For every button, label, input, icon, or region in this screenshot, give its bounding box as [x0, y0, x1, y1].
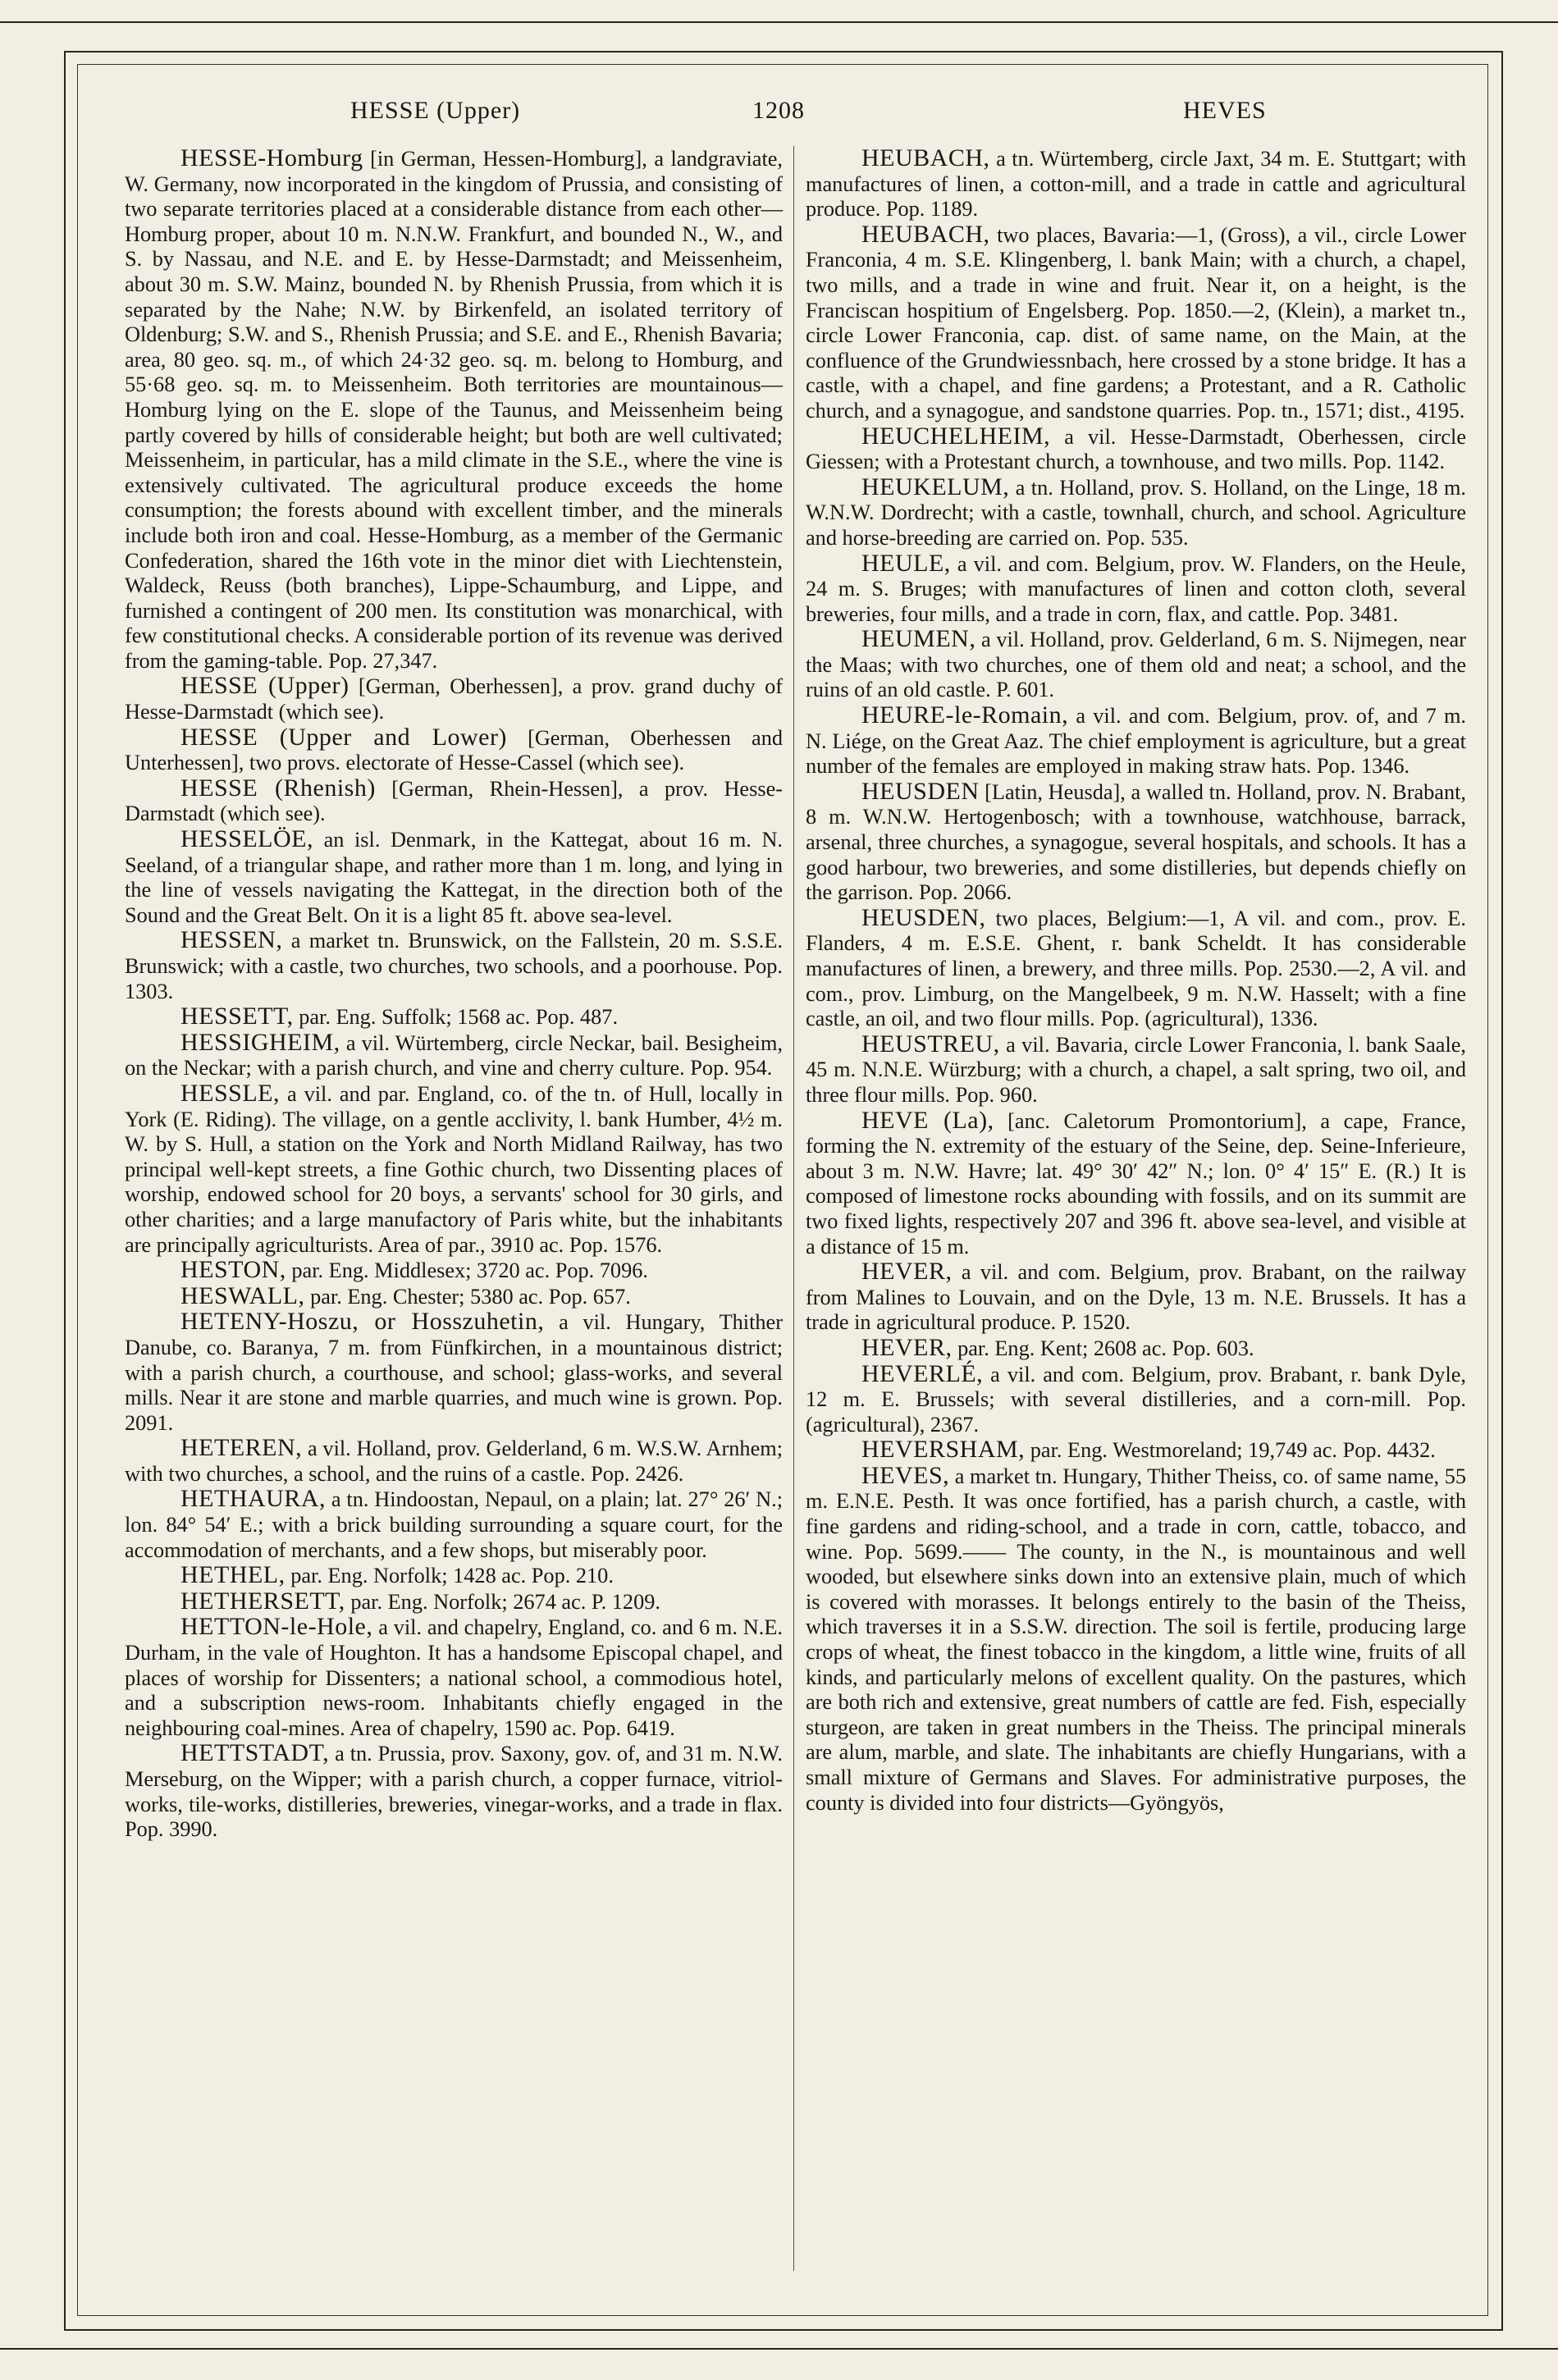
entry-text: a vil. and com. Belgium, prov. W. Flanders, on the Heule, 24 m. S. Bruges; with manufactures of linen and cotton cloth, several breweries, four mills, and a trade in corn, flax, and cattle. Pop. 3481. — [806, 551, 1467, 626]
entry-text: par. Eng. Middlesex; 3720 ac. Pop. 7096. — [291, 1259, 648, 1283]
entry-headword: HEVER, — [861, 1258, 953, 1286]
left-column — [125, 146, 783, 1843]
gazetteer-entry — [125, 1741, 783, 1842]
entry-text: an isl. Denmark, in the Kattegat, about 16 m. N. Seeland, of a triangular shape, and rather more than 1 m. long, and lying in the line of vessels navigating the Kattegat, in the direction both of the Sound and the Great Belt. On it is a light 85 ft. above sea-level. — [125, 828, 784, 927]
entry-text: a vil. and par. England, co. of the tn. of Hull, locally in York (E. Riding). The village, on a gentle acclivity, l. bank Humber, 4½ m. W. by S. Hull, a station on the York and North Midland Railway, has two principal well-kept streets, a fine Gothic church, two Dissenting places of worship, endowed school for 20 boys, a servants' school for 30 girls, and other charities; and a large manufactory of Paris white, but the inhabitants are principally agriculturists. Area of par., 3910 ac. Pop. 1576. — [125, 1081, 783, 1257]
entry-text: a market tn. Hungary, Thither Theiss, co. of same name, 55 m. E.N.E. Pesth. It was once fortified, has a parish church, a castle, with fine gardens and riding-school, and a trade in corn, cattle, tobacco, and wine. Pop. 5699.—— The county, in the N., is mountainous and well wooded, but elsewhere sinks down into an extensive plain, much of which is covered with morasses. It belongs entirely to the basin of the Theiss, which traverses it in a S.S.W. direction. The soil is fertile, producing large crops of wheat, the finest tobacco in the kingdom, a little wine, fruits of all kinds, and particularly melons of excellent quality. On the pastures, which are both rich and extensive, great numbers of cattle are fed. Fish, especially sturgeon, are taken in great numbers in the Theiss. The principal minerals are alum, marble, and slate. The inhabitants are chiefly Hungarians, with a small mixture of Germans and Slaves. For administrative purposes, the county is divided into four districts—Gyöngyös, — [806, 1464, 1467, 1815]
gazetteer-entry — [125, 1030, 783, 1081]
entry-text: par. Eng. Chester; 5380 ac. Pop. 657. — [310, 1284, 631, 1309]
entry-text: a vil. Würtemberg, circle Neckar, bail. Besigheim, on the Neckar; with a parish church, and vine and cherry culture. Pop. 954. — [125, 1030, 784, 1080]
gazetteer-entry — [806, 903, 1466, 1032]
entry-text: a tn. Prussia, prov. Saxony, gov. of, and 31 m. N.W. Merseburg, on the Wipper; with a parish church, a copper furnace, vitriol-works, tile-works, distilleries, breweries, vinegar-works, and a trade in flax. Pop. 3990. — [125, 1742, 783, 1842]
entry-text: a vil. Bavaria, circle Lower Franconia, l. bank Saale, 45 m. N.N.E. Würzburg; with a church, a chapel, a salt spring, two oil, and three flour mills. Pop. 960. — [806, 1032, 1467, 1107]
entry-text: a vil. Hungary, Thither Danube, co. Baranya, 7 m. from Fünfkirchen, in a mountainous district; with a parish church, a courthouse, and school; glass-works, and several mills. Near it are stone and marble quarries, and much wine is grown. Pop. 2091. — [125, 1310, 783, 1435]
entry-text: a tn. Hindoostan, Nepaul, on a plain; lat. 27° 26′ N.; lon. 84° 54′ E.; with a brick building surrounding a square court, for the accommodation of merchants, and a few shops, but miserably poor. — [125, 1487, 783, 1562]
gazetteer-entry — [125, 674, 783, 724]
gazetteer-entry — [125, 1004, 783, 1030]
gazetteer-entry — [806, 1259, 1466, 1336]
entry-headword: HEUSTREU, — [861, 1030, 1000, 1058]
gazetteer-entry — [125, 1309, 783, 1436]
gazetteer-entry — [806, 222, 1466, 424]
entry-text: par. Eng. Westmoreland; 19,749 ac. Pop. 4432. — [1030, 1438, 1436, 1463]
entry-headword: HETENY-Hoszu, or Hosszuhetin, — [180, 1308, 545, 1336]
entry-headword: HESSE (Upper and Lower) — [180, 723, 507, 751]
entry-text: par. Eng. Norfolk; 1428 ac. Pop. 210. — [290, 1564, 614, 1588]
entry-headword: HEUBACH, — [861, 144, 990, 171]
gazetteer-entry — [806, 1461, 1467, 1816]
gazetteer-entry — [806, 424, 1466, 475]
gazetteer-entry — [125, 1081, 783, 1258]
entry-text: a market tn. Brunswick, on the Fallstein, 20 m. S.S.E. Brunswick; with a castle, two churches, two schools, and a poorhouse. Pop. 1303. — [125, 929, 783, 1003]
gazetteer-entry — [806, 779, 1466, 906]
gazetteer-entry — [125, 827, 783, 928]
entry-text: a vil. Holland, prov. Gelderland, 6 m. S. Nijmegen, near the Maas; with two churches, one of them old and neat; a school, and the ruins of an old castle. P. 601. — [806, 628, 1466, 702]
entry-headword: HETHERSETT, — [180, 1587, 345, 1615]
entry-headword: HEVE (La), — [861, 1106, 994, 1134]
entry-headword: HEVERSHAM, — [861, 1436, 1026, 1464]
entry-text: a tn. Würtemberg, circle Jaxt, 34 m. E. Stuttgart; with manufactures of linen, a cotton-mill, and a trade in cattle and agricultural produce. Pop. 1189. — [806, 147, 1467, 222]
entry-headword: HEURE-le-Romain, — [861, 701, 1069, 729]
gazetteer-entry — [125, 1589, 783, 1615]
entry-headword: HETHEL, — [180, 1561, 286, 1589]
entry-text: two places, Bavaria:—1, (Gross), a vil., circle Lower Franconia, 4 m. S.E. Klingenberg, l. bank Main; with a church, a chapel, two mills, and a trade in wine and fruit. Near it, on a height, is the Franciscan hospitium of Engelsberg. Pop. 1850.—2, (Klein), a market tn., circle Lower Franconia, cap. dist. of same name, on the Main, at the confluence of the Grundwiessnbach, here crossed by a stone bridge. It has a castle, with a chapel, and fine gardens; a Protestant, and a R. Catholic church, and a synagogue, and sandstone quarries. Pop. tn., 1571; dist., 4195. — [806, 222, 1466, 423]
gazetteer-entry — [806, 551, 1466, 628]
entry-headword: HESSE (Upper) — [180, 672, 350, 700]
entry-headword: HEUBACH, — [861, 220, 990, 248]
right-column — [806, 146, 1466, 1816]
gazetteer-entry — [806, 627, 1466, 703]
entry-text: [Latin, Heusda], a walled tn. Holland, prov. N. Brabant, 8 m. W.N.W. Hertogenbosch; with a townhouse, watchhouse, barrack, arsenal, three churches, a synagogue, several hospitals, and schools. It has a good harbour, two breweries, and some distilleries, but depends chiefly on the garrison. Pop. 2066. — [806, 779, 1466, 905]
entry-headword: HEULE, — [861, 549, 951, 577]
entry-headword: HEVES, — [861, 1461, 950, 1489]
gazetteer-entry — [806, 1108, 1466, 1260]
entry-text: a vil. and com. Belgium, prov. Brabant, r. bank Dyle, 12 m. E. Brussels; with several distilleries, and a corn-mill. Pop. (agricultural), 2367. — [806, 1362, 1466, 1437]
gazetteer-entry — [125, 725, 783, 776]
entry-text: par. Eng. Suffolk; 1568 ac. Pop. 487. — [299, 1005, 619, 1030]
entry-headword: HEUCHELHEIM, — [861, 422, 1051, 450]
gazetteer-entry — [806, 1032, 1466, 1108]
entry-text: a vil. and com. Belgium, prov. Brabant, on the railway from Malines to Louvain, and on the Dyle, 13 m. N.E. Brussels. It has a trade in agricultural produce. P. 1520. — [806, 1260, 1466, 1335]
entry-headword: HETTSTADT, — [180, 1739, 330, 1767]
entry-headword: HESSELÖE, — [180, 825, 313, 853]
entry-headword: HESSEN, — [180, 926, 283, 954]
entry-headword: HESSIGHEIM, — [180, 1028, 340, 1056]
gazetteer-entry — [125, 776, 783, 827]
header-left: HESSE (Upper) — [350, 97, 521, 124]
entry-headword: HESSLE, — [180, 1079, 281, 1107]
entry-headword: HESSE-Homburg — [180, 144, 363, 171]
top-rule — [0, 21, 1558, 23]
gazetteer-entry — [125, 146, 783, 674]
gazetteer-entry — [806, 1437, 1466, 1464]
entry-headword: HEVER, — [861, 1333, 953, 1361]
running-header — [92, 97, 1470, 133]
entry-text: a vil. Hesse-Darmstadt, Oberhessen, circle Giessen; with a Protestant church, a townhouse, and two mills. Pop. 1142. — [806, 424, 1466, 474]
gazetteer-entry — [125, 1615, 783, 1741]
entry-headword: HETHAURA, — [180, 1485, 326, 1513]
entry-text: [German, Oberhessen], a prov. grand duchy of Hesse-Darmstadt (which see). — [125, 674, 783, 724]
entry-headword: HEUKELUM, — [861, 473, 1010, 500]
entry-text: par. Eng. Norfolk; 2674 ac. P. 1209. — [350, 1589, 660, 1614]
gazetteer-entry — [806, 146, 1466, 222]
header-right: HEVES — [1183, 97, 1267, 124]
gazetteer-entry — [125, 928, 783, 1004]
entry-headword: HESTON, — [180, 1256, 286, 1284]
entry-headword: HESSE (Rhenish) — [180, 774, 376, 802]
entry-headword: HEUSDEN — [861, 777, 980, 805]
gazetteer-entry — [806, 1359, 1466, 1438]
gazetteer-entry — [806, 475, 1466, 551]
gazetteer-entry — [125, 1487, 783, 1563]
gazetteer-entry — [125, 1563, 783, 1589]
entry-headword: HEVERLÉ, — [861, 1359, 984, 1387]
entry-text: [German, Rhein-Hessen], a prov. Hesse-Darmstadt (which see). — [125, 776, 784, 826]
gazetteer-entry — [125, 1281, 783, 1310]
entry-text: a tn. Holland, prov. S. Holland, on the Linge, 18 m. W.N.W. Dordrecht; with a castle, townhall, church, and school. Agriculture and horse-breeding are carried on. Pop. 535. — [806, 475, 1466, 550]
entry-text: a vil. Holland, prov. Gelderland, 6 m. W.S.W. Arnhem; with two churches, a school, and the ruins of a castle. Pop. 2426. — [125, 1437, 784, 1486]
gazetteer-entry — [806, 1333, 1466, 1362]
entry-text: [anc. Caletorum Promontorium], a cape, France, forming the N. extremity of the estuary of the Seine, dep. Seine-Inferieure, about 3 m. N.W. Havre; lat. 49° 30′ 42″ N.; lon. 0° 4′ 15″ E. (R.) It is composed of limestone rocks abounding with fossils, and on its summit are two fixed lights, respectively 207 and 396 ft. above sea-level, and visible at a distance of 15 m. — [806, 1108, 1467, 1259]
entry-text: par. Eng. Kent; 2608 ac. Pop. 603. — [957, 1336, 1254, 1360]
entry-headword: HEUSDEN, — [861, 903, 986, 931]
gazetteer-entry — [806, 703, 1466, 779]
column-divider — [793, 146, 794, 2271]
gazetteer-entry — [125, 1258, 783, 1284]
entry-text: [German, Oberhessen and Unterhessen], two provs. electorate of Hesse-Cassel (which see). — [125, 725, 783, 775]
page-number: 1208 — [752, 97, 805, 124]
entry-headword: HETTON-le-Hole, — [180, 1613, 373, 1641]
gazetteer-entry — [125, 1436, 783, 1487]
bottom-rule — [0, 2348, 1558, 2350]
entry-headword: HESWALL, — [180, 1281, 305, 1309]
entry-text: two places, Belgium:—1, A vil. and com., prov. E. Flanders, 4 m. E.S.E. Ghent, r. bank Scheldt. It has considerable manufactures of linen, a brewery, and three mills. Pop. 2530.—2, A vil. and com., prov. Limburg, on the Mangelbeek, 9 m. N.W. Hasselt; with a fine castle, an oil, and two flour mills. Pop. (agricultural), 1336. — [806, 906, 1466, 1031]
entry-headword: HETEREN, — [180, 1434, 303, 1462]
entry-headword: HEUMEN, — [861, 625, 976, 653]
entry-headword: HESSETT, — [180, 1003, 294, 1030]
entry-text: a vil. and com. Belgium, prov. of, and 7 m. N. Liége, on the Great Aaz. The chief employment is agriculture, but a great number of the females are employed in making straw hats. Pop. 1346. — [806, 704, 1467, 779]
entry-text: a vil. and chapelry, England, co. and 6 m. N.E. Durham, in the vale of Houghton. It has a handsome Episcopal chapel, and places of worship for Dissenters; a national school, a commodious hotel, and a subscription news-room. Inhabitants chiefly engaged in the neighbouring coal-mines. Area of chapelry, 1590 ac. Pop. 6419. — [125, 1615, 783, 1740]
entry-text: [in German, Hessen-Homburg], a landgraviate, W. Germany, now incorporated in the kingdom of Prussia, and consisting of two separate territories placed at a considerable distance from each other—Homburg proper, about 10 m. N.N.W. Frankfurt, and bounded N., W., and S. by Nassau, and N.E. and E. by Hesse-Darmstadt; and Meissenheim, about 30 m. S.W. Mainz, bounded N. by Rhenish Prussia, from which it is separated by the Nahe; N.W. by Birkenfeld, an isolated territory of Oldenburg; S.W. and S., Rhenish Prussia; and S.E. and E., Rhenish Bavaria; area, 80 geo. sq. m., of which 24·32 geo. sq. m. belong to Homburg, and 55·68 geo. sq. m. to Meissenheim. Both territories are mountainous—Homburg lying on the E. slope of the Taunus, and Meissenheim being partly covered by hills of considerable height; but both are well cultivated; Meissenheim, in particular, has a mild climate in the S.E., where the vine is extensively cultivated. The agricultural produce exceeds the home consumption; the forests abound with excellent timber, and the minerals include both iron and coal. Hesse-Homburg, as a member of the Germanic Confederation, shared the 16th vote in the minor diet with Liechtenstein, Waldeck, Reuss (both branches), Lippe-Schaumburg, and Lippe, and furnished a contingent of 200 men. Its constitution was monarchical, with few constitutional checks. A considerable portion of its revenue was derived from the gaming-table. Pop. 27,347. — [125, 147, 783, 673]
